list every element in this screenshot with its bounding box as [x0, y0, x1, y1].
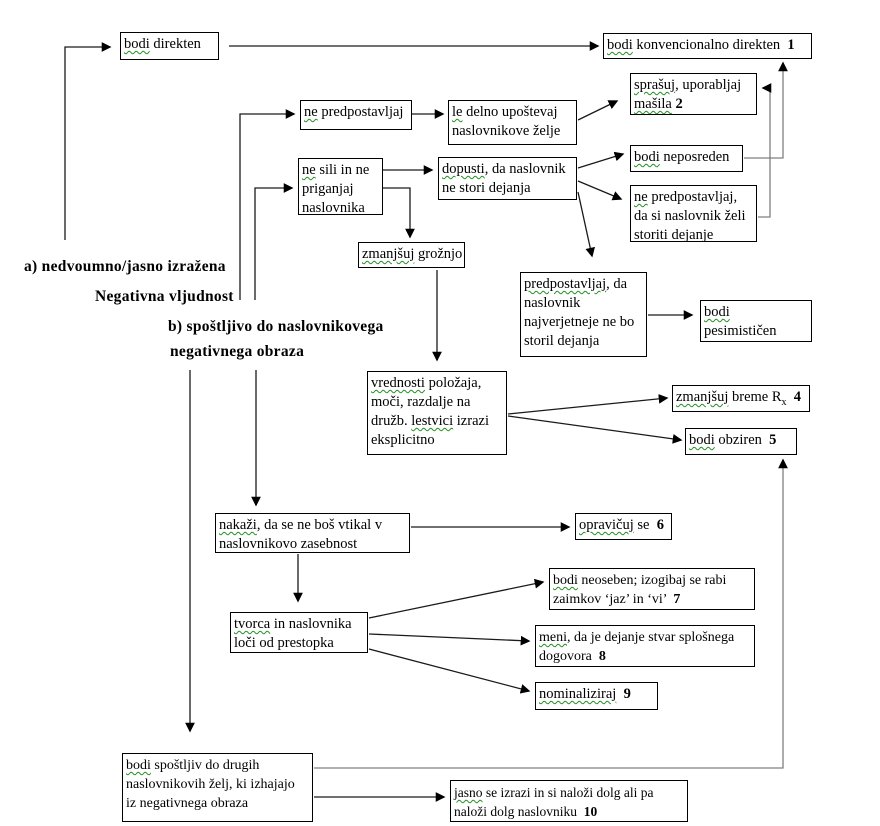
- flow-box-predpostavljaj-ne-bo: [520, 272, 647, 357]
- box-text: lestvici: [411, 413, 454, 429]
- box-text: naslovnikovih želj, ki izhajajo: [126, 777, 295, 792]
- box-text: meni: [539, 630, 567, 645]
- arrow-connector-line: [255, 188, 292, 300]
- box-text: loči od prestopka: [234, 635, 334, 651]
- box-text: ne: [304, 104, 318, 120]
- box-text: se izrazi in si naloži dolg ali pa: [482, 785, 654, 800]
- box-text: priganjaj: [302, 181, 354, 197]
- box-text: predpostavljaj,: [647, 189, 738, 205]
- flow-box-bodi-spostljiv: [122, 753, 313, 822]
- box-text: mašila: [634, 96, 672, 112]
- gray-connector-line: [758, 88, 770, 217]
- box-text: bodi: [634, 149, 660, 165]
- box-text: , da je dejanje stvar splošnega: [567, 630, 735, 645]
- flow-box-le-delno-upostevaj: [448, 100, 577, 145]
- flow-box-sprasuj-uporabljaj-masila: [630, 73, 757, 115]
- flow-box-zmanjsuj-groznjo: [358, 242, 465, 268]
- label-b1: b) spoštljivo do naslovnikovega: [168, 318, 384, 335]
- box-text: naslovnikove želje: [452, 123, 561, 139]
- flow-box-meni-dogovora: [535, 625, 755, 667]
- box-text: , da se ne boš vtikal v: [256, 517, 383, 533]
- box-text: bodi: [704, 304, 730, 320]
- box-text: nominaliziraj: [539, 686, 617, 702]
- box-text: eksplicitno: [371, 432, 435, 448]
- flow-box-bodi-direkten: [120, 32, 219, 60]
- box-text: storil dejanja: [524, 333, 600, 349]
- arrow-connector-line: [578, 154, 623, 168]
- flow-box-opravicuj-se: [575, 513, 672, 540]
- flow-box-bodi-neposreden: [630, 145, 743, 172]
- flow-box-zmanjsuj-breme: [672, 385, 810, 412]
- gray-connector-line: [314, 460, 783, 768]
- box-text: pesimističen: [704, 323, 777, 339]
- box-text: naslovnikovo zasebnost: [219, 536, 358, 552]
- strategy-number: 7: [673, 592, 681, 607]
- box-text: [787, 389, 794, 405]
- box-text: storiti dejanje: [634, 227, 714, 243]
- box-text: ne: [302, 162, 316, 178]
- flow-box-ne-sili: [298, 158, 383, 215]
- flow-box-bodi-konvencionalno-direkten: [603, 33, 812, 59]
- flow-box-bodi-pesimisticen: [700, 300, 812, 342]
- box-text: direkten: [149, 36, 201, 52]
- flow-box-jasno-se-izrazi: [450, 780, 688, 822]
- box-text: naloži dolg naslovniku: [454, 804, 584, 819]
- box-text: bodi: [124, 36, 150, 52]
- arrow-connector-line: [578, 181, 621, 199]
- flow-box-bodi-neoseben: [549, 568, 755, 610]
- box-text: bodi: [607, 37, 633, 53]
- arrow-connector-line: [578, 192, 592, 256]
- arrow-connector-line: [508, 398, 667, 414]
- box-text: vrednosti: [371, 375, 425, 391]
- box-text: x: [781, 396, 787, 408]
- box-text: da si naslovnik želi: [634, 208, 746, 224]
- arrow-connector-line: [369, 634, 529, 641]
- box-text: nakaži: [219, 517, 257, 533]
- strategy-number: 2: [675, 96, 683, 112]
- flow-box-ne-predpostavljaj: [300, 100, 412, 130]
- box-text: dogovora: [539, 649, 599, 664]
- box-text: , uporabljaj: [675, 77, 742, 93]
- box-text: ne: [634, 189, 648, 205]
- strategy-number: 9: [623, 686, 631, 702]
- box-text: najverjetneje ne bo: [524, 314, 635, 330]
- strategy-number: 4: [793, 389, 802, 405]
- flow-box-vrednosti-polozaja: [367, 371, 507, 455]
- box-text: opravičuj: [579, 517, 634, 533]
- box-text: neposreden: [659, 149, 730, 165]
- box-text: jasno: [454, 785, 483, 800]
- arrow-connector-line: [369, 582, 543, 618]
- arrow-connector-line: [578, 101, 617, 120]
- label-topic: Negativna vljudnost: [95, 288, 234, 305]
- arrow-connector-line: [508, 416, 681, 440]
- box-text: zmanjšuj: [676, 389, 729, 405]
- box-text: družb.: [371, 413, 412, 429]
- box-text: in naslovnika: [270, 616, 352, 632]
- flow-box-nominaliziraj: [535, 682, 658, 710]
- box-text: izrazi: [453, 413, 489, 429]
- box-text: položaja,: [424, 375, 482, 391]
- box-text: bodi: [553, 573, 578, 588]
- arrow-connector-line: [369, 649, 529, 691]
- label-a: a) nedvoumno/jasno izražena: [24, 258, 226, 275]
- box-text: delno upoštevaj: [462, 104, 558, 120]
- box-text: iz negativnega obraza: [126, 796, 249, 811]
- box-text: bodi: [126, 758, 151, 773]
- box-text: ne stori dejanja: [442, 180, 531, 196]
- box-text: tvorca: [234, 616, 271, 632]
- box-text: , da: [606, 276, 628, 292]
- strategy-number: 10: [583, 804, 598, 819]
- flow-box-ne-predpostavljaj-zeli: [630, 185, 757, 242]
- box-text: , da naslovnik: [484, 161, 566, 177]
- box-text: naslovnika: [302, 200, 365, 216]
- flow-box-bodi-obziren: [685, 428, 797, 455]
- arrow-connector-line: [240, 114, 294, 300]
- box-text: naslovnik: [524, 295, 581, 311]
- box-text: konvencionalno direkten: [632, 37, 788, 53]
- box-text: dopusti: [442, 161, 485, 177]
- box-text: breme R: [728, 389, 782, 405]
- box-text: obziren: [714, 432, 770, 448]
- strategy-number: 1: [787, 37, 795, 53]
- box-text: zmanjšuj: [362, 246, 415, 262]
- box-text: sprašuj: [634, 77, 676, 93]
- box-text: predpostavljaj: [317, 104, 404, 120]
- strategy-number: 6: [656, 517, 664, 533]
- box-text: spoštljiv do drugih: [150, 758, 260, 773]
- arrow-connector-line: [65, 47, 110, 240]
- box-text: bodi: [689, 432, 715, 448]
- box-text: zaimkov ‘jaz’ in ‘vi’: [553, 592, 674, 607]
- flow-box-tvorca-loci: [230, 612, 368, 653]
- box-text: [616, 686, 623, 702]
- box-text: le: [452, 104, 463, 120]
- strategy-number: 8: [598, 649, 606, 664]
- box-text: grožnjo: [414, 246, 463, 262]
- box-text: predpostavljaj: [524, 276, 607, 292]
- box-text: moči, razdalje na: [371, 394, 471, 410]
- flow-box-nakazi: [215, 513, 410, 553]
- box-text: sili in ne: [315, 162, 370, 178]
- box-text: neoseben; izogibaj se rabi: [577, 573, 727, 588]
- box-text: se: [633, 517, 657, 533]
- label-b2: negativnega obraza: [170, 343, 305, 360]
- flow-box-dopusti: [438, 157, 577, 200]
- strategy-number: 5: [769, 432, 777, 448]
- arrow-connector-line: [383, 188, 410, 237]
